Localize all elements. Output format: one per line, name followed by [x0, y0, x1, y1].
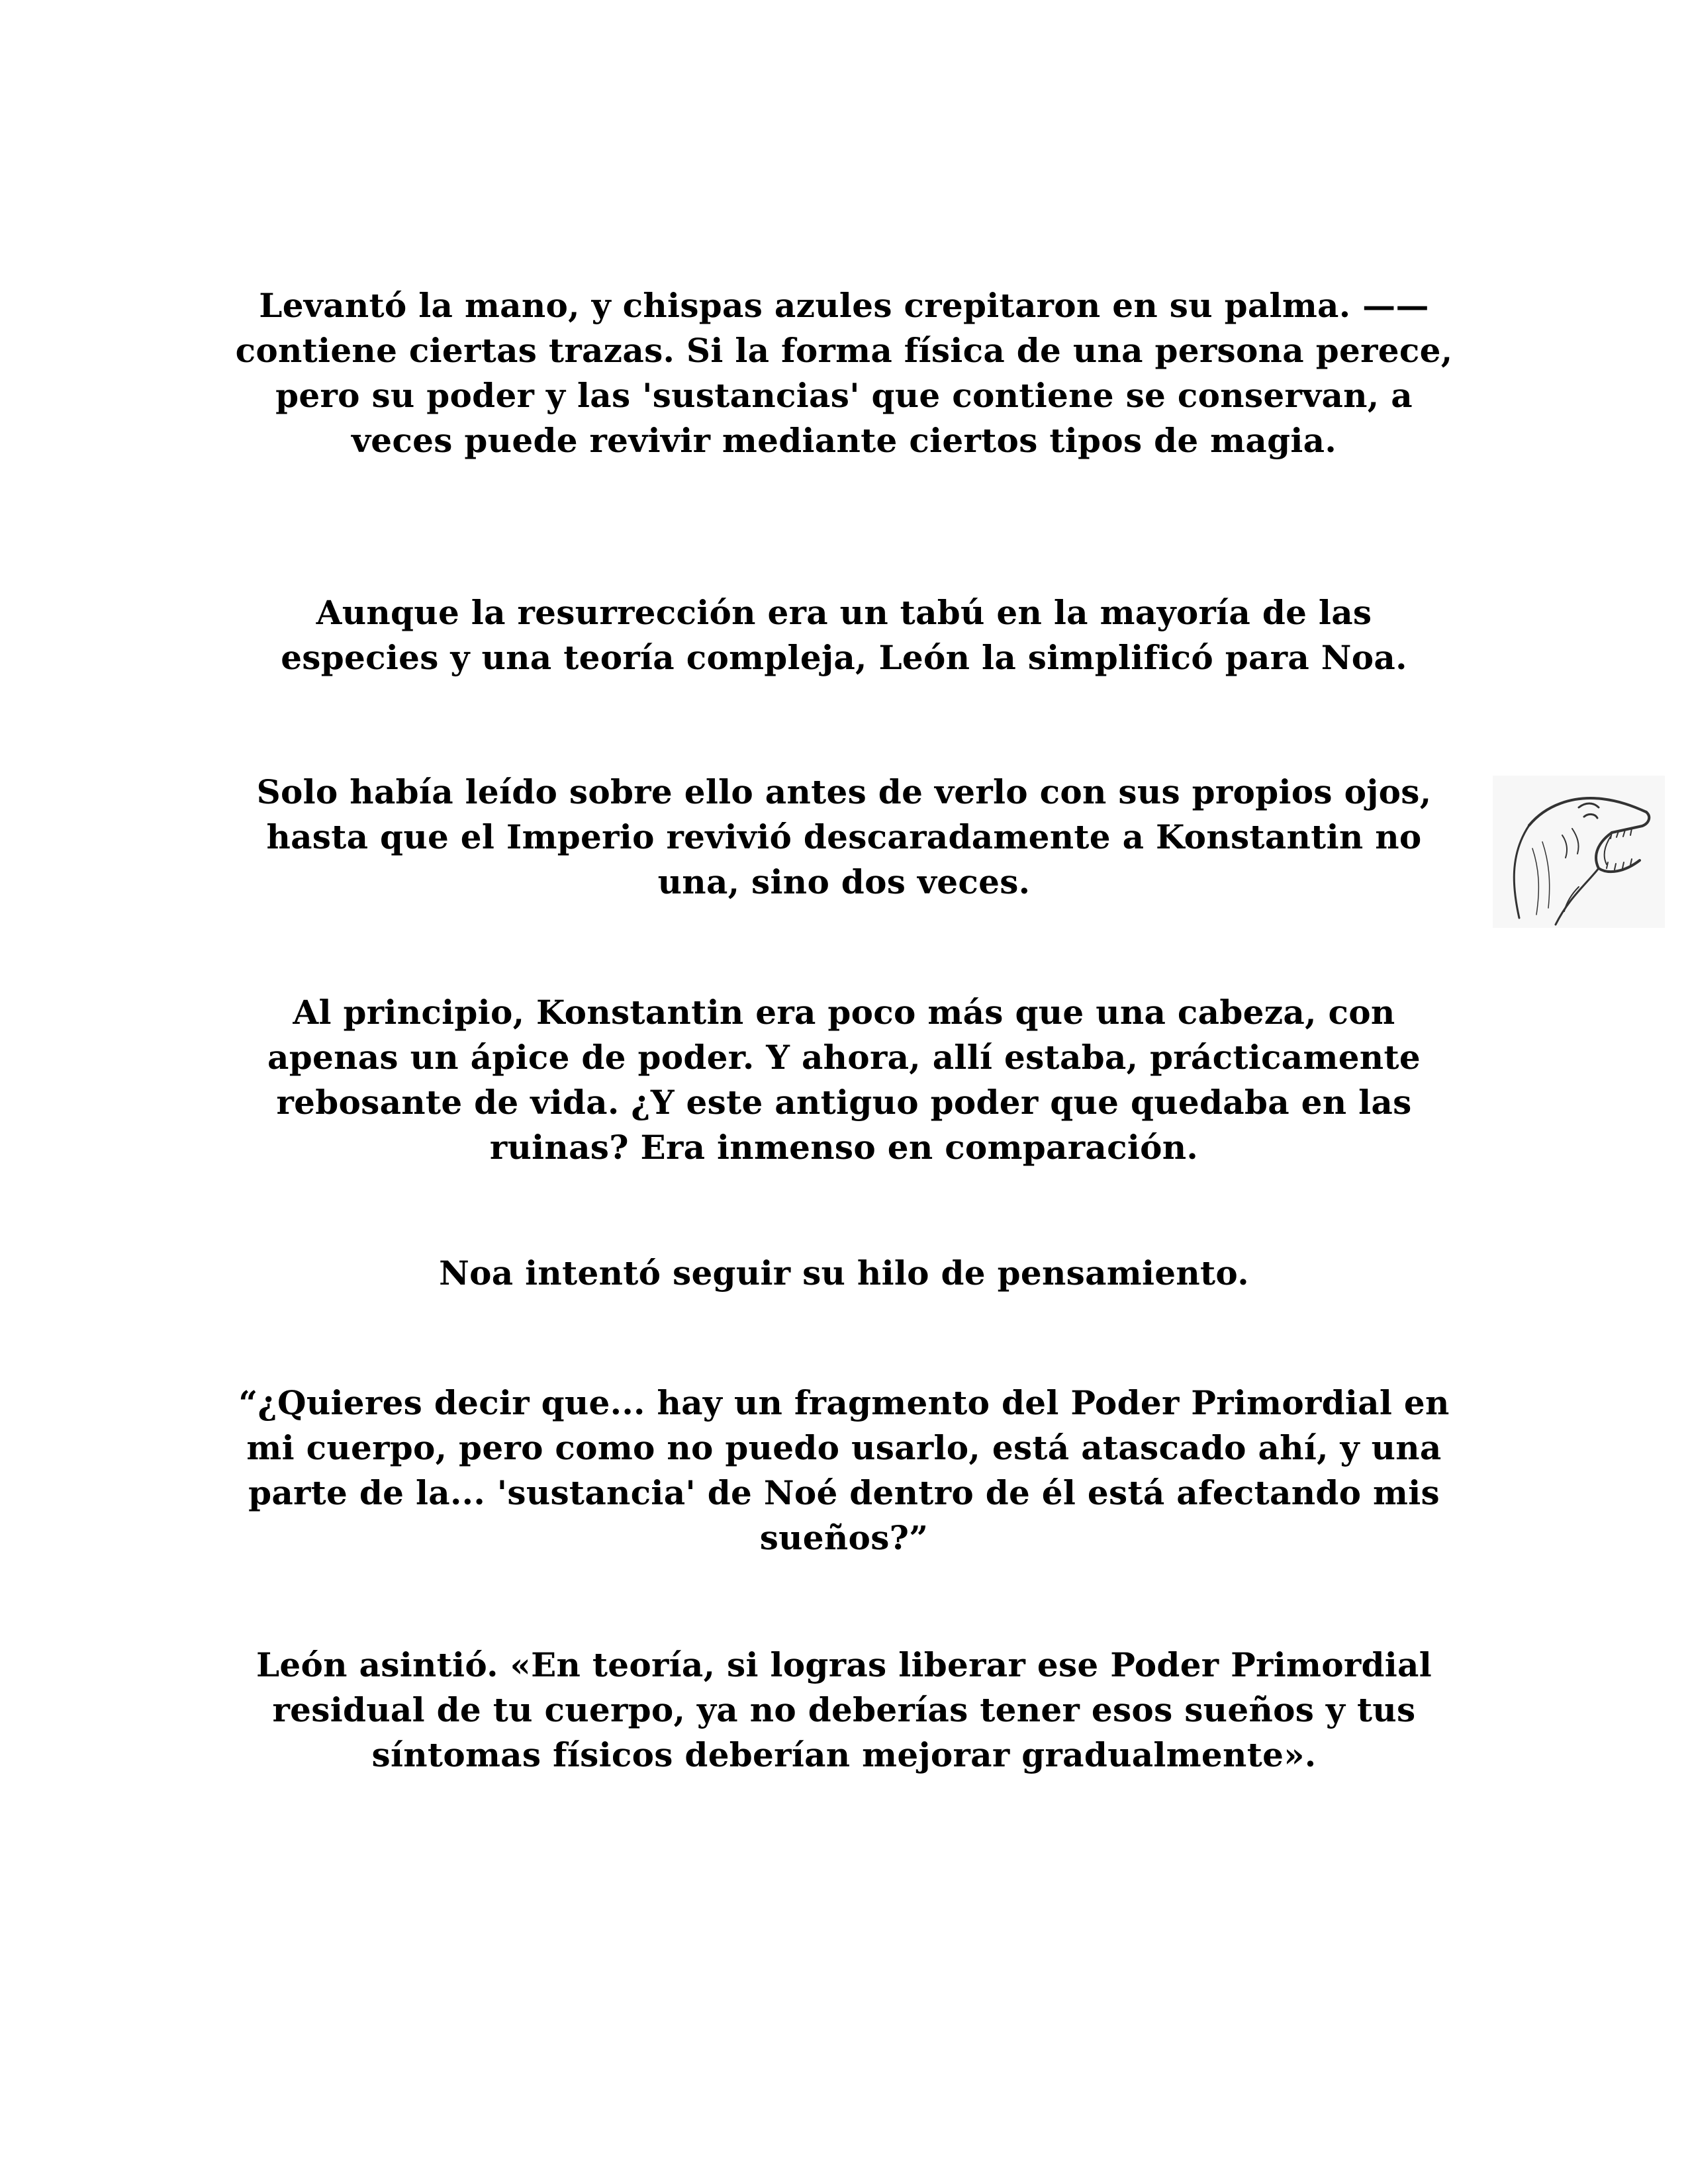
paragraph-7: León asintió. «En teoría, si logras liberar ese Poder Primordial residual de tu cuerpo, ya no deberías tener esos sueños y tus síntomas físicos deberían mejorar gradualmente». [256, 1645, 1432, 1774]
paragraph-3: Solo había leído sobre ello antes de verlo con sus propios ojos, hasta que el Imperio revivió descaradamente a Konstantin no una, sino dos veces. [256, 772, 1432, 901]
paragraph-2: Aunque la resurrección era un tabú en la mayoría de las especies y una teoría compleja, León la simplificó para Noa. [281, 593, 1407, 677]
dinosaur-head-sketch-icon [1493, 776, 1665, 928]
paragraph-5: Noa intentó seguir su hilo de pensamiento. [439, 1253, 1249, 1293]
paragraph-4: Al principio, Konstantin era poco más que una cabeza, con apenas un ápice de poder. Y ahora, allí estaba, prácticamente rebosante de vida. ¿Y este antiguo poder que quedaba en las ruinas? Era inmenso en comparación. [267, 993, 1421, 1167]
paragraph-1: Levantó la mano, y chispas azules crepitaron en su palma. ——contiene ciertas trazas. Si la forma física de una persona perece, pero su poder y las 'sustancias' que contiene se conservan, a veces puede revivir mediante ciertos tipos de magia. [235, 286, 1453, 460]
paragraph-6: “¿Quieres decir que... hay un fragmento del Poder Primordial en mi cuerpo, pero como no puedo usarlo, está atascado ahí, y una parte de la... 'sustancia' de Noé dentro de él está afectando mis sueños?” [238, 1383, 1450, 1557]
